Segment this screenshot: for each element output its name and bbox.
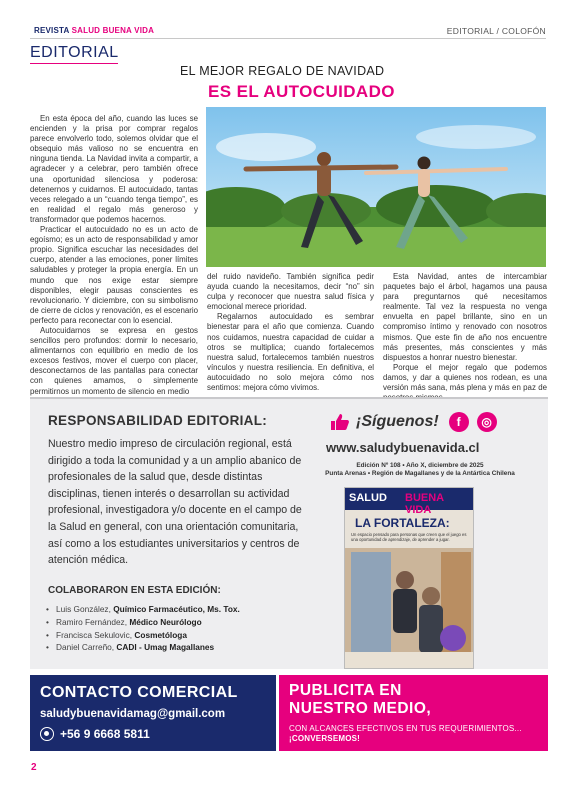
contact-title: CONTACTO COMERCIAL — [40, 684, 238, 701]
edition-line: Edición Nº 108 • Año X, diciembre de 2025 — [356, 462, 484, 469]
article-paragraph: Practicar el autocuidado no es un acto de egoísmo; es un acto de responsabilidad y amor propio. Significa escuchar las necesidades del cuerpo, atender a las emociones, poner límites saludables y proteger la propia energía. En un mundo que nos exige estar siempre disponibles, elegir pausas conscientes es revolucionario. Y diciembre, con su simbolismo de cierre de ciclos y renovación, es el escenario perfecto para reconectar con lo esencial. — [30, 225, 198, 325]
advertise-subtitle-text: CON ALCANCES EFECTIVOS EN TUS REQUERIMIENTOS... — [289, 724, 522, 733]
article-paragraph: del ruido navideño. También significa pedir ayuda cuando la necesitamos, decir “no” sin culpa y reconocer que nuestra salud física y emocional merece prioridad. — [207, 272, 374, 312]
collaborator-name: Ramiro Fernández, — [56, 616, 130, 627]
collaborators-title: COLABORARON EN ESTA EDICIÓN: — [48, 585, 221, 596]
masthead-part-a: REVISTA — [34, 26, 72, 35]
headline: ES EL AUTOCUIDADO — [208, 82, 395, 101]
article-paragraph: Autocuidarnos se expresa en gestos sencillos pero profundos: dormir lo necesario, alimentarnos con equilibrio en medio de los excesos festivos, mover el cuerpo con placer, desconectarnos de las pantallas para conectar con quienes amamos, o simplemente permitirnos un momento de silencio en medio — [30, 325, 198, 396]
collaborators-list — [46, 603, 240, 654]
edition-location: Punta Arenas • Región de Magallanes y de la Antártica Chilena — [325, 470, 515, 478]
commercial-contact-box — [30, 675, 276, 751]
cover-brand-a: SALUD — [349, 492, 387, 504]
cover-subtitle: Un espacio pensado para personas que creen que el juego es una oportunidad de aprendizaje, de aprender a jugar. — [351, 532, 467, 542]
collaborator-role: Médico Neurólogo — [129, 616, 202, 627]
thumbs-up-icon — [330, 413, 350, 431]
list-item — [46, 616, 240, 629]
collaborator-name: Luis González, — [56, 604, 114, 614]
article-column-3 — [383, 272, 547, 403]
article-paragraph: Porque el mejor regalo que podemos damos, y dar a quienes nos rodean, es una versión más sana, más plena y más en paz de — [383, 362, 547, 393]
section-title: EDITORIAL — [30, 44, 119, 61]
follow-row — [330, 412, 505, 432]
advertise-cta: ¡CONVERSEMOS! — [289, 734, 361, 743]
list-item — [46, 629, 240, 642]
advertise-box — [279, 675, 548, 751]
magazine-cover — [344, 487, 474, 669]
contact-phone-row[interactable] — [40, 727, 150, 741]
bullet-icon: • — [46, 604, 49, 614]
collaborator-name: Francisca Sekulovic, — [56, 629, 135, 640]
headline-kicker: EL MEJOR REGALO DE NAVIDAD — [180, 64, 385, 78]
edition-info — [292, 462, 548, 479]
cover-photo — [345, 488, 474, 669]
couple-stretching-photo — [206, 107, 546, 267]
header-divider — [30, 38, 546, 39]
masthead-part-b: SALUD BUENA VIDA — [71, 26, 155, 35]
follow-label: ¡Síguenos! — [356, 413, 439, 430]
collaborator-role: CADI - Umag Magallanes — [116, 642, 215, 653]
section-title-underline — [30, 63, 118, 64]
article-column-2 — [207, 272, 374, 393]
website-link[interactable]: www.saludybuenavida.cl — [326, 440, 480, 455]
cover-brand-b: BUENA VIDA — [405, 492, 444, 516]
article-column-1 — [30, 114, 198, 397]
editorial-responsibility-panel — [30, 397, 548, 669]
bullet-icon: • — [46, 629, 49, 640]
whatsapp-icon — [40, 727, 54, 741]
advertise-subtitle — [289, 724, 539, 744]
article-paragraph: Esta Navidad, antes de intercambiar paquetes bajo el árbol, hagamos una pausa para preguntarnos qué necesitamos realmente. Tal vez la respuesta no venga envuelta en papel brillante, sino en un compromiso íntimo y renovado con nosotros mismos. Que este fin de año nos encuentre más presentes, más conscientes y más dispuestos a honrar nuestro bienestar. — [383, 272, 547, 362]
responsibility-title: RESPONSABILIDAD EDITORIAL: — [48, 413, 268, 428]
facebook-icon[interactable]: f — [449, 412, 469, 432]
collaborator-role: Cosmetóloga — [134, 629, 187, 640]
contact-email-link[interactable]: saludybuenavidamag@gmail.com — [40, 708, 226, 720]
contact-phone: +56 9 6668 5811 — [60, 727, 150, 741]
bullet-icon: • — [46, 642, 49, 653]
collaborator-name: Daniel Carreño, — [56, 642, 117, 653]
article-paragraph: En esta época del año, cuando las luces se encienden y la prisa por comprar regalos parece envolverlo todo, solemos olvidar que el obsequio más valioso no se encuentra en ninguna tienda. La Navidad invita a compartir, a agradecer y a celebrar, pero también ofrece una oportunidad silenciosa y poderosa: detenernos y cuidarnos. El autocuidado, tantas veces relegado a un “cuando tenga tiempo”, es en realidad el regalo más generoso y transformador que podemos hacernos. — [30, 114, 198, 224]
photo-illustration — [206, 107, 546, 267]
article-paragraph: Regalarnos autocuidado es sembrar bienestar para el año que comienza. Cuando nos cuidamos, nuestra capacidad de cuidar a otros se multiplica; cuando fortalecemos nuestra salud, fortalecemos también nuestros vínculos y nuestra resiliencia. En definitiva, el autocuidado no solo mejora cómo nos sentimos: mejora cómo vivimos. — [207, 312, 374, 393]
list-item — [46, 603, 240, 616]
bullet-icon: • — [46, 616, 49, 627]
masthead — [34, 26, 154, 35]
section-nav: EDITORIAL / COLOFÓN — [446, 26, 546, 36]
advertise-title-line-1: PUBLICITA EN — [289, 682, 402, 699]
page-number: 2 — [31, 762, 37, 773]
cover-headline: LA FORTALEZA: — [355, 516, 450, 530]
responsibility-body: Nuestro medio impreso de circulación regional, está dirigido a toda la comunidad y a un amplio abanico de profesionales de la salud que, desde distintas disciplinas, tienen interés o desarrollan su actividad profesional, investigadora y/o docente en el campo de la Salud en general, con una orientación comunitaria, así como a los estudiantes universitarios y centros de atención médica. — [48, 438, 302, 567]
collaborator-role: Químico Farmacéutico, Ms. Tox. — [113, 604, 240, 614]
advertise-title-line-2: NUESTRO MEDIO, — [289, 700, 432, 717]
list-item — [46, 641, 240, 654]
instagram-icon[interactable]: ◎ — [477, 412, 497, 432]
